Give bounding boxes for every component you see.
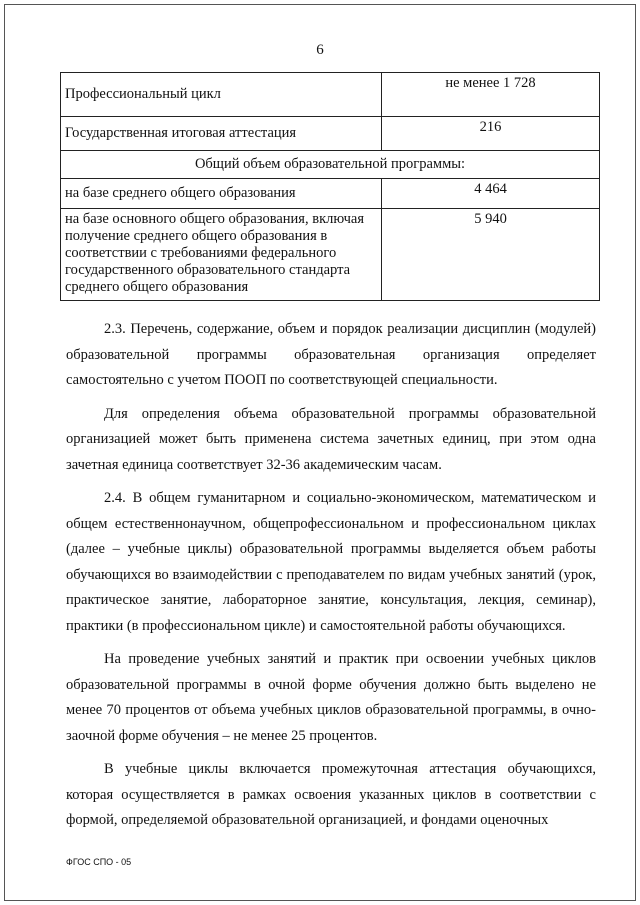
table-cell-value: не менее 1 728: [382, 73, 600, 117]
footer-code: ФГОС СПО - 05: [66, 857, 132, 867]
paragraph-interim-assessment: В учебные циклы включается промежуточная аттестация обучающихся, которая осуществляется в рамках освоения указанных циклов в соответствии с формой, определяемой образовательной организацией, и фондами оценочных: [66, 761, 596, 828]
table-row: [61, 151, 600, 179]
paragraph-credit-units: Для определения объема образовательной программы образовательной организацией может быть применена система зачетных единиц, при этом одна зачетная единица соответствует 32-36 академическим часам.: [66, 405, 596, 473]
table-row: [61, 73, 600, 117]
table-cell-label: Профессиональный цикл: [61, 73, 382, 117]
body-text: [66, 317, 596, 842]
table-cell-value: 216: [382, 117, 600, 151]
paragraph-contact-hours: На проведение учебных занятий и практик при освоении учебных циклов образовательной программы в очной форме обучения должно быть выделено не менее 70 процентов от объема учебных циклов образовательной программы, в очно-заочной форме обучения – не менее 25 процентов.: [66, 651, 596, 744]
table-section-heading: Общий объем образовательной программы:: [61, 151, 600, 179]
table-cell-label: на базе среднего общего образования: [61, 179, 382, 209]
table-cell-value: 4 464: [382, 179, 600, 209]
table-row: [61, 179, 600, 209]
hours-table: [60, 72, 600, 301]
paragraph-2-4: 2.4. В общем гуманитарном и социально-экономическом, математическом и общем естественнонаучном, общепрофессиональном и профессиональном циклах (далее – учебные циклы) образовательной программы выделяется объем работы обучающихся во взаимодействии с преподавателем по видам учебных занятий (урок, практическое занятие, лабораторное занятие, консультация, лекция, семинар), практики (в профессиональном цикле) и самостоятельной работы обучающихся.: [66, 490, 596, 634]
paragraph-2-3: 2.3. Перечень, содержание, объем и порядок реализации дисциплин (модулей) образовательной программы образовательная организация определяет самостоятельно с учетом ПООП по соответствующей специальности.: [66, 321, 596, 388]
table-cell-label: на базе основного общего образования, включая получение среднего общего образования в соответствии с требованиями федерального государственного образовательного стандарта среднего общего образования: [61, 209, 382, 301]
table-row: [61, 117, 600, 151]
table-row: [61, 209, 600, 301]
page-number: 6: [316, 42, 324, 58]
table-cell-value: 5 940: [382, 209, 600, 301]
table-cell-label: Государственная итоговая аттестация: [61, 117, 382, 151]
